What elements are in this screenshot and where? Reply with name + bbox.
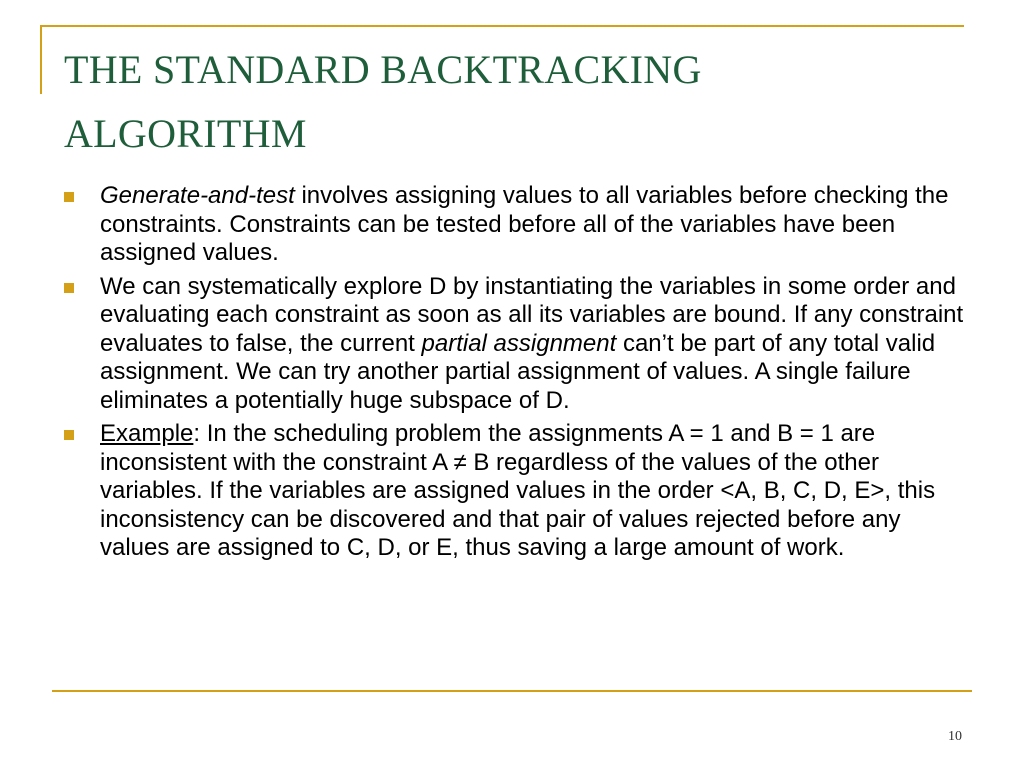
square-bullet-icon [64, 283, 74, 293]
bullet-item-generate-and-test [60, 182, 970, 268]
bullet-text: : In the scheduling problem the assignments A = 1 and B = 1 are inconsistent with the constraint A ≠ B regardless of the values of the other variables. If the variables are assigned values in the order <A, B, C, D, E>, this inconsistency can be discovered and that pair of values rejected before any values are assigned to C, D, or E, thus saving a large amount of work. [100, 420, 936, 561]
title-top-rule [40, 25, 964, 27]
bullet-lead-underline: Example [100, 420, 194, 447]
bullet-text-after: can’t be part of any total valid assignment. We can try another partial assignment of values. A single failure eliminates a potentially huge subspace of D. [100, 329, 936, 414]
bullet-list [60, 182, 970, 568]
square-bullet-icon [64, 430, 74, 440]
page-number: 10 [948, 729, 962, 744]
bullet-italic-term: partial assignment [421, 329, 617, 357]
square-bullet-icon [64, 192, 74, 202]
title-line-1: THE STANDARD BACKTRACKING [64, 47, 702, 92]
slide-title [64, 38, 964, 166]
bullet-text: involves assigning values to all variables before checking the constraints. Constraints can be tested before all of the variables have been assigned values. [100, 182, 949, 266]
bullet-text-before: We can systematically explore D by instantiating the variables in some order and evaluating each constraint as soon as all its variables are bound. If any constraint evaluates to false, the current [100, 272, 964, 357]
bullet-item-example [60, 420, 970, 563]
bullet-lead-italic: Generate-and-test [100, 182, 295, 209]
footer-rule [52, 690, 972, 692]
title-left-rule [40, 25, 42, 94]
bullet-item-systematic-exploration [60, 273, 970, 416]
title-line-2: ALGORITHM [64, 111, 307, 156]
